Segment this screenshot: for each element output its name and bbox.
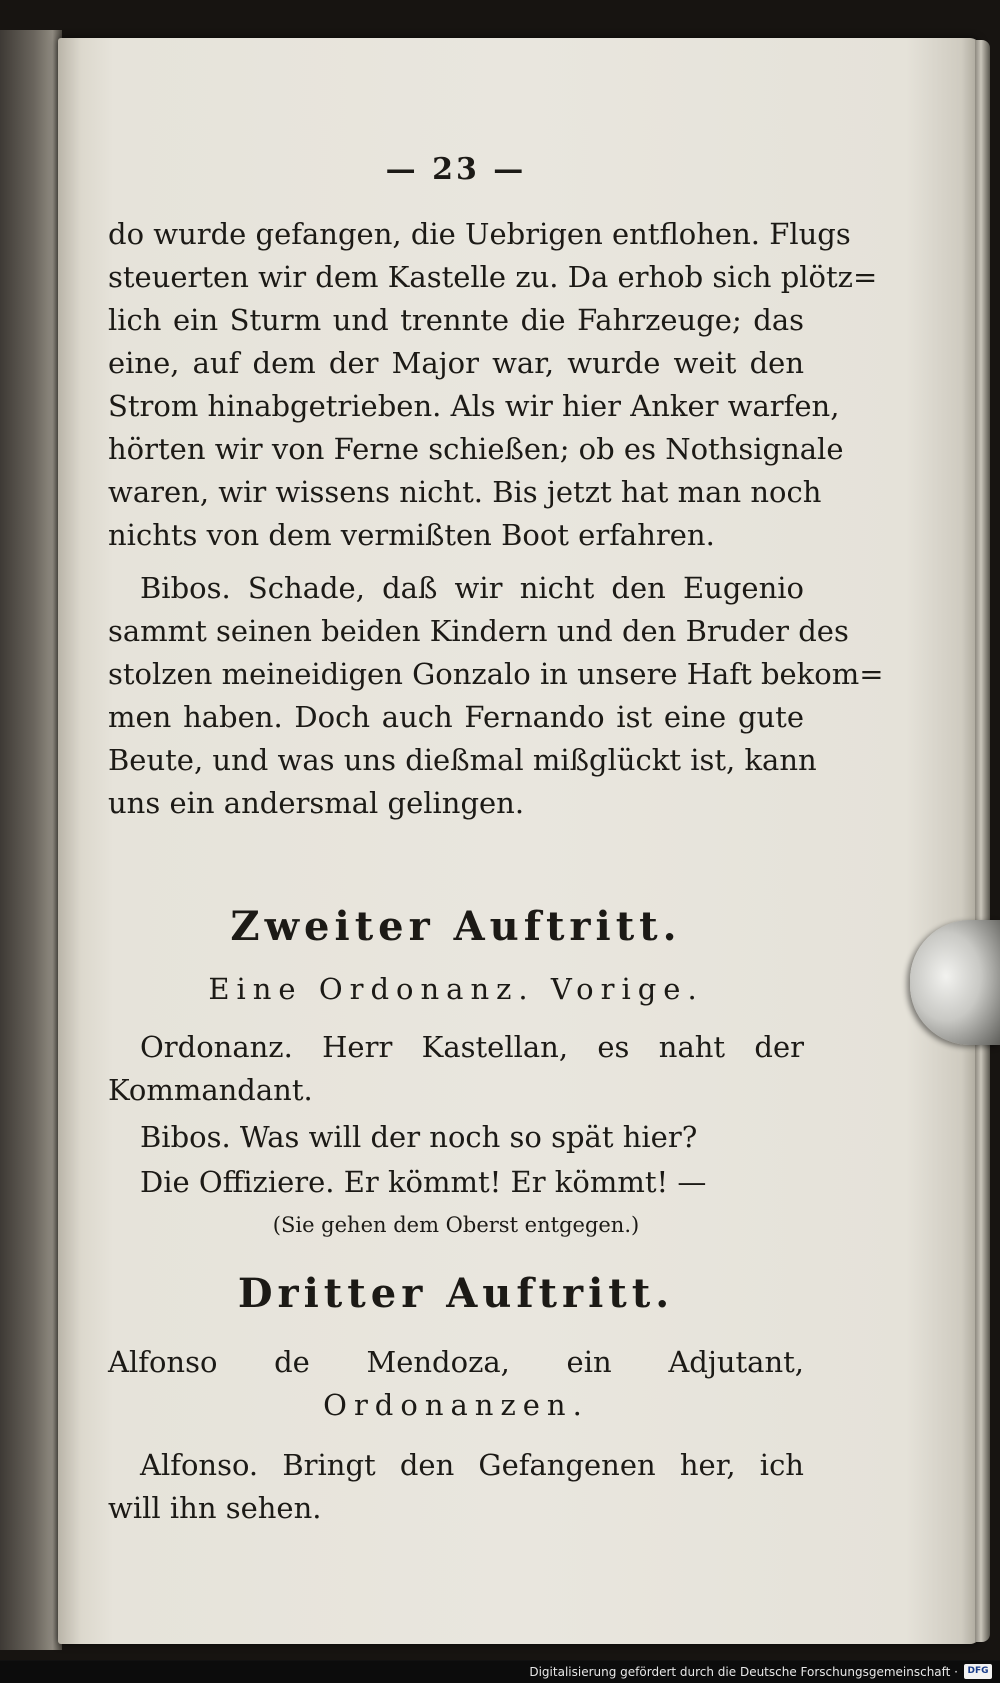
dfg-logo: DFG — [964, 1664, 992, 1679]
footer-bar — [0, 1661, 1000, 1683]
previous-page-edge — [0, 30, 62, 1650]
alfonso-line: will ihn sehen. — [108, 1491, 322, 1525]
bibos-speech-line: men haben. Doch auch Fernando ist eine gute — [108, 700, 804, 734]
body-line: lich ein Sturm und trennte die Fahrzeuge; das — [108, 303, 804, 337]
scene-cast: Ordonanzen. — [323, 1388, 589, 1422]
funding-credit: Digitalisierung gefördert durch die Deutsche Forschungsgemeinschaft · — [529, 1665, 958, 1679]
body-line: Strom hinabgetrieben. Als wir hier Anker warfen, — [108, 389, 840, 423]
stage-direction: (Sie gehen dem Oberst entgegen.) — [272, 1213, 640, 1237]
bibos-speech-line: sammt seinen beiden Kindern und den Bruder des — [108, 614, 849, 648]
page-edge-shadow — [975, 40, 990, 1642]
ordonanz-line: Kommandant. — [108, 1073, 313, 1107]
alfonso-line: Alfonso. Bringt den Gefangenen her, ich — [140, 1448, 804, 1482]
body-line: nichts von dem vermißten Boot erfahren. — [108, 518, 715, 552]
body-line: eine, auf dem der Major war, wurde weit den — [108, 346, 804, 380]
bibos-speech-line: stolzen meineidigen Gonzalo in unsere Haft bekom= — [108, 657, 884, 691]
scene-cast: Eine Ordonanz. Vorige. — [208, 972, 704, 1006]
scene-heading: Dritter Auftritt. — [237, 1270, 675, 1317]
body-line: steuerten wir dem Kastelle zu. Da erhob sich plötz= — [108, 260, 878, 294]
bibos-speech-line: Bibos. Schade, daß wir nicht den Eugenio — [140, 571, 804, 605]
page-number: — 23 — — [385, 152, 527, 187]
body-line: waren, wir wissens nicht. Bis jetzt hat man noch — [108, 475, 822, 509]
bibos-speech-line: uns ein andersmal gelingen. — [108, 786, 525, 820]
scene-cast: Alfonso de Mendoza, ein Adjutant, — [108, 1345, 804, 1379]
bibos-line: Bibos. Was will der noch so spät hier? — [140, 1120, 698, 1154]
scene-heading: Zweiter Auftritt. — [230, 903, 682, 950]
bibos-speech-line: Beute, und was uns dießmal mißglückt ist, kann — [108, 743, 817, 777]
ordonanz-line: Ordonanz. Herr Kastellan, es naht der — [140, 1030, 804, 1064]
body-line: do wurde gefangen, die Uebrigen entflohen. Flugs — [108, 217, 851, 251]
body-line: hörten wir von Ferne schießen; ob es Nothsignale — [108, 432, 844, 466]
offiziere-line: Die Offiziere. Er kömmt! Er kömmt! — — [140, 1165, 707, 1199]
